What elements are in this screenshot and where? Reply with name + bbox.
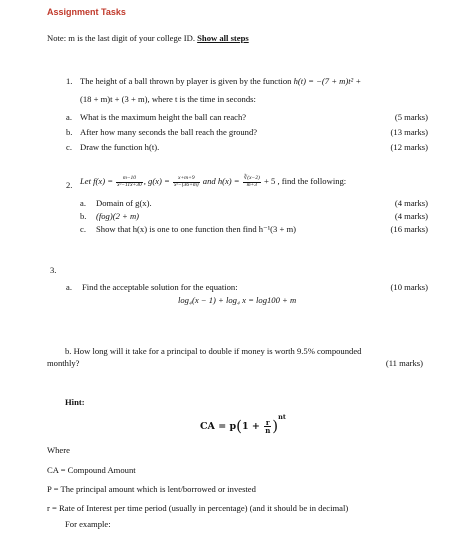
formula-r: r: [265, 418, 270, 427]
q1-line1-prefix: The height of a ball thrown by player is given by the function: [80, 76, 294, 86]
q2-tail: + 5 , find the following:: [264, 175, 347, 186]
q3-number: 3.: [50, 265, 57, 275]
q2b-marks: (4 marks): [394, 211, 428, 221]
assignment-title: Assignment Tasks: [47, 7, 126, 17]
formula-exponent: nt: [278, 413, 286, 421]
g-numerator: x+m+9: [173, 176, 200, 183]
log-equation: log₄(x − 1) + log₄ x = log100 + m: [178, 295, 297, 305]
q3b-line1: b. How long will it take for a principal to double if money is worth 9.5% compounded: [65, 346, 362, 356]
q1a-text: What is the maximum height the ball can reach?: [80, 112, 247, 122]
show-all-steps: Show all steps: [197, 33, 249, 43]
q2-h-label: and h(x) =: [202, 175, 240, 186]
q1b-text: After how many seconds the ball reach the ground?: [80, 127, 258, 137]
q1-function: h(t) = −(7 + m)t² +: [293, 76, 362, 86]
q1-number: 1.: [66, 76, 73, 86]
q1b-label: b.: [66, 127, 73, 137]
q3b-line2: monthly?: [47, 358, 80, 368]
q2-let: Let f(x) =: [80, 175, 114, 186]
q1c-marks: (12 marks): [390, 142, 428, 152]
note: [47, 34, 249, 44]
q1b-marks: (13 marks): [390, 127, 428, 137]
q1-line2: (18 + m)t + (3 + m), where t is the time in seconds:: [80, 94, 256, 104]
q3a-marks: (10 marks): [390, 282, 428, 292]
f-fraction: [116, 176, 143, 188]
def-r: r = Rate of Interest per time period (usually in percentage) (and it should be in decimal): [47, 503, 349, 513]
q2b-text: (fog)(2 + m): [96, 211, 140, 221]
compound-formula: CA = p(1 + $\frac{r}{n}$ )$^{nt}$: [200, 413, 286, 435]
g-fraction: [173, 176, 200, 188]
formula-lhs: CA = p: [200, 421, 237, 432]
q3a-label: a.: [66, 282, 72, 292]
h-denominator: m+3: [246, 181, 258, 188]
h-fraction: [243, 176, 261, 188]
f-denominator: x²−11x+30: [117, 181, 142, 188]
for-example: For example:: [65, 519, 111, 529]
note-text: Note: m is the last digit of your college ID.: [47, 33, 195, 43]
formula-fraction: [264, 419, 271, 434]
q2-number: 2.: [66, 180, 73, 190]
formula-n: n: [265, 426, 271, 435]
where-label: Where: [47, 445, 70, 455]
q1a-marks: (5 marks): [394, 112, 428, 122]
def-ca: CA = Compound Amount: [47, 465, 136, 475]
q1-line1: [80, 77, 361, 87]
q2-functions: [80, 176, 346, 188]
q1c-label: c.: [66, 142, 72, 152]
def-p: P = The principal amount which is lent/borrowed or invested: [47, 484, 256, 494]
q3a-text: Find the acceptable solution for the equation:: [82, 282, 238, 292]
h-numerator: ∛(x−2): [243, 175, 260, 181]
q1c-text: Draw the function h(t).: [80, 142, 160, 152]
q2c-marks: (16 marks): [390, 224, 428, 234]
q2b-label: b.: [80, 211, 87, 221]
q2c-label: c.: [80, 224, 86, 234]
q3b-marks: (11 marks): [385, 358, 423, 368]
g-denominator: x²−(36+m): [173, 181, 199, 188]
hint-label: Hint:: [65, 397, 85, 407]
q1a-label: a.: [66, 112, 72, 122]
q2a-label: a.: [80, 198, 86, 208]
q2a-marks: (4 marks): [394, 198, 428, 208]
q2a-text: Domain of g(x).: [96, 198, 152, 208]
q2-g-label: , g(x) =: [143, 175, 170, 186]
q2c-text: Show that h(x) is one to one function then find h⁻¹(3 + m): [96, 224, 297, 234]
f-numerator: m−10: [116, 176, 143, 183]
